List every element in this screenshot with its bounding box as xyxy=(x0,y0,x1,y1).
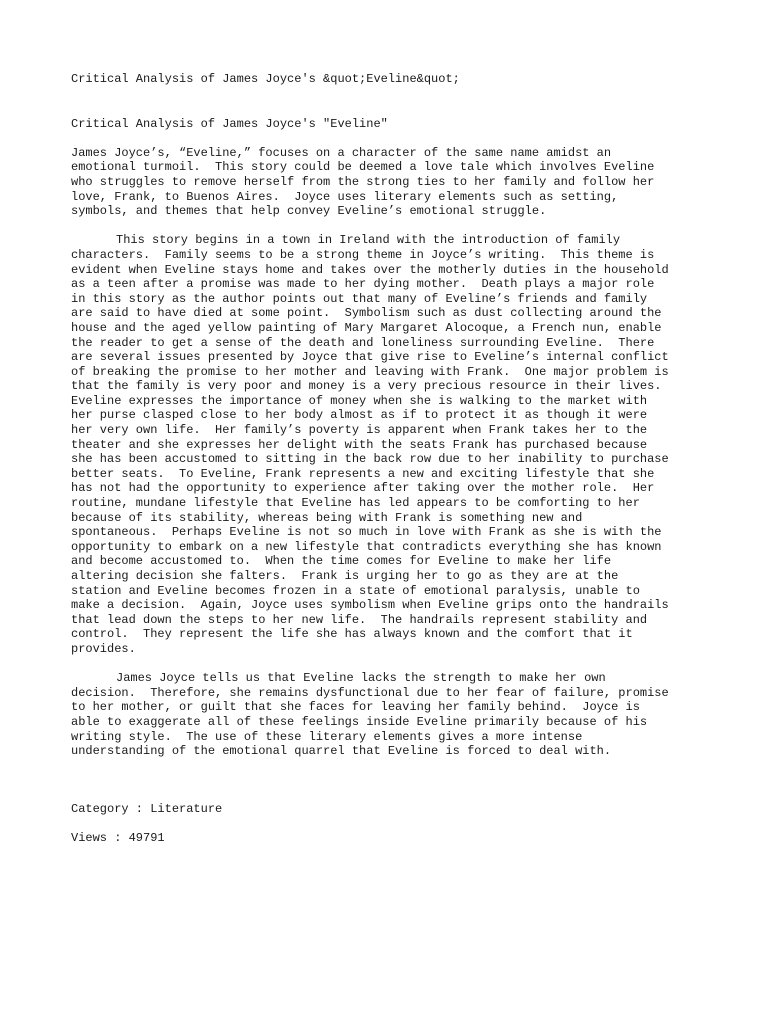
text-line: evident when Eveline stays home and takes over the motherly duties in the household xyxy=(71,262,669,277)
text-line: opportunity to embark on a new lifestyle that contradicts everything she has known xyxy=(71,539,662,554)
document-body xyxy=(71,72,701,846)
text-line: she has been accustomed to sitting in the back row due to her inability to purchase xyxy=(71,452,669,467)
text-line: that lead down the steps to her new life. The handrails represent stability and xyxy=(71,612,648,627)
text-line: able to exaggerate all of these feelings inside Eveline primarily because of his xyxy=(71,714,648,729)
paragraph-2 xyxy=(71,233,701,656)
views-count: Views : 49791 xyxy=(71,830,165,845)
text-line: understanding of the emotional quarrel that Eveline is forced to deal with. xyxy=(71,744,612,759)
text-line: provides. xyxy=(71,641,136,656)
text-line: the reader to get a sense of the death and loneliness surrounding Eveline. There xyxy=(71,335,655,350)
paragraph-3 xyxy=(71,671,701,759)
category-label: Category : Literature xyxy=(71,801,223,816)
text-line: writing style. The use of these literary elements gives a more intense xyxy=(71,729,583,744)
text-line: symbols, and themes that help convey Eveline’s emotional struggle. xyxy=(71,204,547,219)
text-line: who struggles to remove herself from the strong ties to her family and follow her xyxy=(71,174,655,189)
text-line: emotional turmoil. This story could be deemed a love tale which involves Eveline xyxy=(71,160,655,175)
text-line: are several issues presented by Joyce that give rise to Eveline’s internal conflict xyxy=(71,350,669,365)
text-line: as a teen after a promise was made to her dying mother. Death plays a major role xyxy=(71,277,655,292)
text-line: James Joyce tells us that Eveline lacks the strength to make her own xyxy=(116,671,606,686)
text-line: her very own life. Her family’s poverty is apparent when Frank takes her to the xyxy=(71,423,648,438)
text-line: are said to have died at some point. Symbolism such as dust collecting around the xyxy=(71,306,662,321)
text-line: altering decision she falters. Frank is urging her to go as they are at the xyxy=(71,569,619,583)
text-line: her purse clasped close to her body almost as if to protect it as though it were xyxy=(71,408,648,423)
document-title: Critical Analysis of James Joyce's "Eveline" xyxy=(71,116,388,131)
text-line: has not had the opportunity to experience after taking over the mother role. Her xyxy=(71,481,655,496)
text-line: Eveline expresses the importance of money when she is walking to the market with xyxy=(71,393,648,408)
text-line: love, Frank, to Buenos Aires. Joyce uses literary elements such as setting, xyxy=(71,189,619,204)
text-line: house and the aged yellow painting of Mary Margaret Alocoque, a French nun, enable xyxy=(71,320,662,335)
text-line: station and Eveline becomes frozen in a state of emotional paralysis, unable to xyxy=(71,583,640,598)
text-line: spontaneous. Perhaps Eveline is not so much in love with Frank as she is with the xyxy=(71,525,662,540)
text-line: James Joyce’s, “Eveline,” focuses on a character of the same name amidst an xyxy=(71,145,612,160)
text-line: to her mother, or guilt that she faces for leaving her family behind. Joyce is xyxy=(71,700,640,715)
text-line: that the family is very poor and money is a very precious resource in their lives. xyxy=(71,379,662,394)
text-line: characters. Family seems to be a strong theme in Joyce’s writing. This theme is xyxy=(71,247,655,262)
text-line: This story begins in a town in Ireland with the introduction of family xyxy=(116,233,621,248)
text-line: in this story as the author points out that many of Eveline’s friends and family xyxy=(71,291,648,306)
text-line: theater and she expresses her delight with the seats Frank has purchased because xyxy=(71,437,648,452)
document-raw-title: Critical Analysis of James Joyce's &quot;Eveline&quot; xyxy=(71,72,460,86)
text-line: control. They represent the life she has always known and the comfort that it xyxy=(71,627,633,642)
paragraph-1 xyxy=(71,146,701,219)
text-line: and become accustomed to. When the time comes for Eveline to make her life xyxy=(71,554,612,569)
text-line: of breaking the promise to her mother and leaving with Frank. One major problem is xyxy=(71,364,669,379)
text-line: make a decision. Again, Joyce uses symbolism when Eveline grips onto the handrails xyxy=(71,598,669,613)
text-line: better seats. To Eveline, Frank represents a new and exciting lifestyle that she xyxy=(71,466,655,481)
text-line: because of its stability, whereas being with Frank is something new and xyxy=(71,510,583,525)
text-line: decision. Therefore, she remains dysfunctional due to her fear of failure, promise xyxy=(71,685,669,700)
text-line: routine, mundane lifestyle that Eveline has led appears to be comforting to her xyxy=(71,496,640,511)
